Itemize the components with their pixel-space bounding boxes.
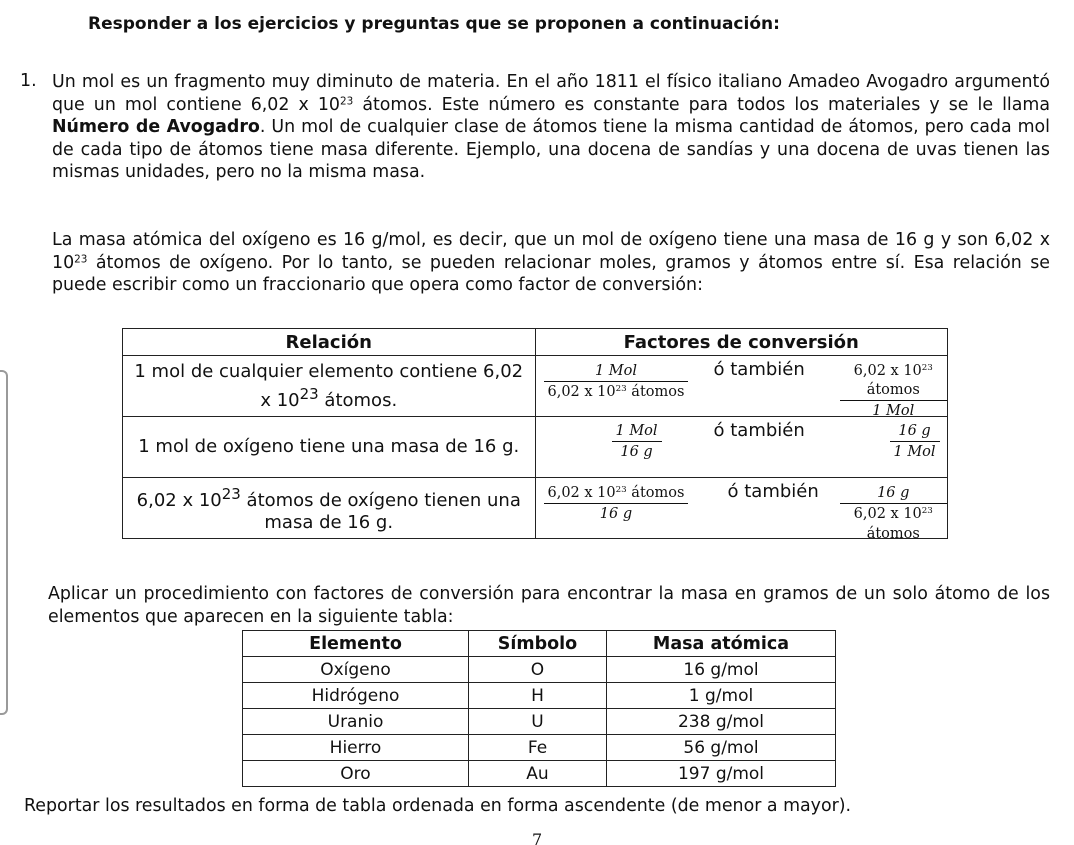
element-name: Hierro [243, 735, 469, 761]
also-text: ó también [727, 481, 819, 502]
table-row [123, 356, 948, 417]
element-mass: 56 g/mol [607, 735, 836, 761]
table-row [243, 683, 836, 709]
element-name: Hidrógeno [243, 683, 469, 709]
also-text: ó también [713, 359, 805, 380]
item-number: 1. [20, 71, 37, 91]
fraction-factor: 6,02 x $10^{23}$ átomos 16 g [544, 484, 689, 524]
factors-cell [535, 417, 948, 478]
element-symbol: Fe [469, 735, 607, 761]
element-name: Uranio [243, 709, 469, 735]
table-row [123, 417, 948, 478]
element-symbol: U [469, 709, 607, 735]
table-row [243, 735, 836, 761]
paragraph-oxygen-mass: La masa atómica del oxígeno es 16 g/mol, es decir, que un mol de oxígeno tiene una masa de 16 g y son 6,02 x $10^{23}$ átomos de oxígeno. Por lo tanto, se pueden relacionar moles, gramos y átomos entre sí. Esa relación se puede escribir como un fraccionario que opera como factor de conversión: [52, 230, 1050, 296]
table-row [243, 761, 836, 787]
fraction-factor: 6,02 x $10^{23}$ átomos 1 Mol [840, 362, 948, 421]
also-text: ó también [713, 420, 805, 441]
header-factors: Factores de conversión [535, 329, 948, 356]
table-header-row [243, 631, 836, 657]
factors-cell [535, 356, 948, 417]
table-row [123, 478, 948, 539]
table-row [243, 657, 836, 683]
element-mass: 1 g/mol [607, 683, 836, 709]
avogadro-term: Número de Avogadro [52, 117, 260, 138]
element-mass: 238 g/mol [607, 709, 836, 735]
factors-cell [535, 478, 948, 542]
elements-table [242, 630, 836, 787]
relation-cell: 6,02 x $10^{23}$ átomos de oxígeno tienen una masa de 16 g. [123, 478, 536, 539]
header-symbol: Símbolo [469, 631, 607, 657]
fraction-factor: 1 Mol 16 g [612, 422, 662, 462]
margin-bracket [0, 370, 8, 715]
relation-cell: 1 mol de cualquier elemento contiene 6,02 x $10^{23}$ átomos. [123, 356, 536, 417]
element-name: Oro [243, 761, 469, 787]
relation-cell: 1 mol de oxígeno tiene una masa de 16 g. [123, 417, 536, 478]
page-number: 7 [532, 830, 543, 845]
fraction-factor: 16 g 1 Mol [890, 422, 940, 462]
paragraph-report: Reportar los resultados en forma de tabla ordenada en forma ascendente (de menor a mayor). [24, 796, 852, 816]
element-mass: 16 g/mol [607, 657, 836, 683]
element-symbol: H [469, 683, 607, 709]
header-element: Elemento [243, 631, 469, 657]
paragraph-procedure: Aplicar un procedimiento con factores de conversión para encontrar la masa en gramos de un solo átomo de los elementos que aparecen en la siguiente tabla: [48, 584, 1050, 627]
header-relation: Relación [123, 329, 536, 356]
instructions-heading: Responder a los ejercicios y preguntas que se proponen a continuación: [88, 14, 780, 34]
header-atomic-mass: Masa atómica [607, 631, 836, 657]
element-symbol: O [469, 657, 607, 683]
element-mass: 197 g/mol [607, 761, 836, 787]
fraction-factor: 16 g 6,02 x $10^{23}$ átomos [840, 484, 948, 544]
conversion-factors-table [122, 328, 948, 542]
fraction-factor: 1 Mol 6,02 x $10^{23}$ átomos [544, 362, 689, 402]
element-name: Oxígeno [243, 657, 469, 683]
table-row [243, 709, 836, 735]
element-symbol: Au [469, 761, 607, 787]
paragraph-avogadro: Un mol es un fragmento muy diminuto de materia. En el año 1811 el físico italiano Amadeo Avogadro argumentó que un mol contiene 6,02 x $10^{23}$ átomos. Este número es constante para todos los materiales y se le llama Número de Avogadro. Un mol de cualquier clase de átomos tiene la misma cantidad de átomos, pero cada mol de cada tipo de átomos tiene masa diferente. Ejemplo, una docena de sandías y una docena de uvas tienen las mismas unidades, pero no la misma masa. [52, 72, 1050, 183]
